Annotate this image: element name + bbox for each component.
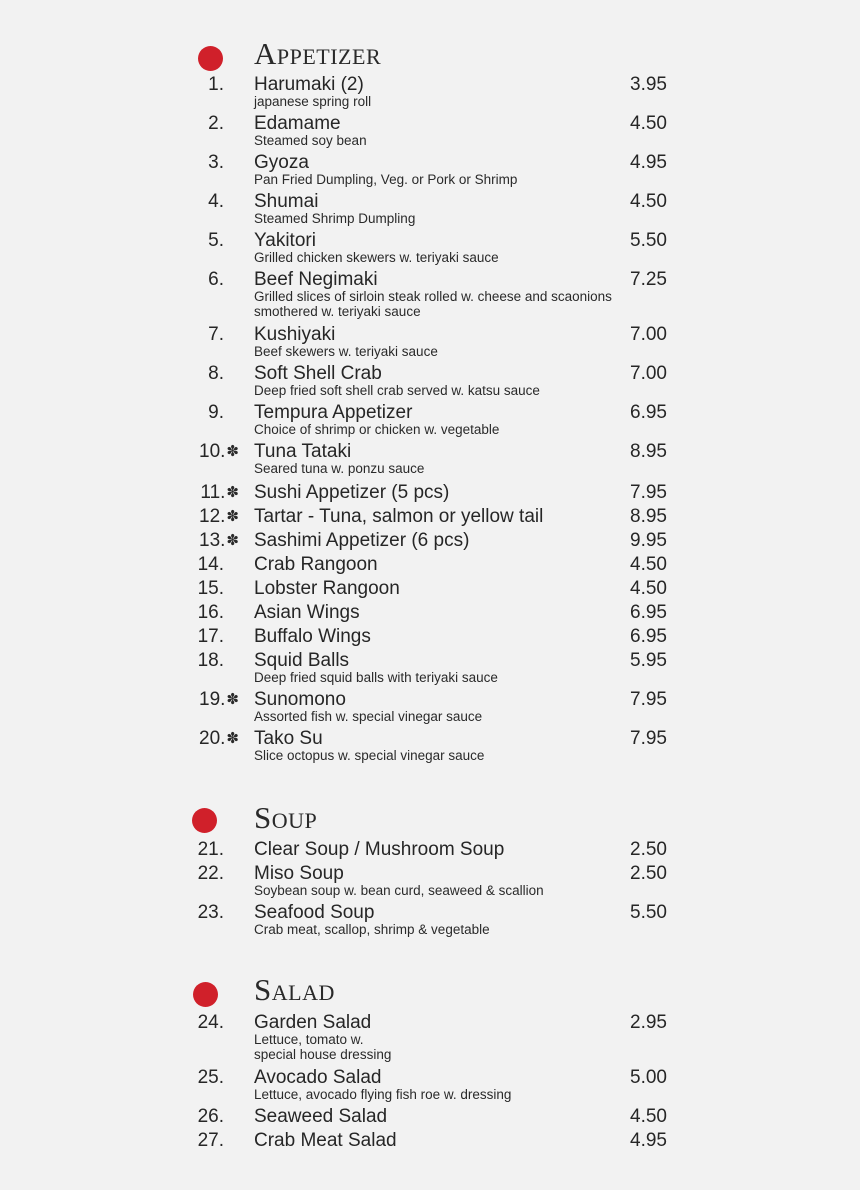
item-name: Clear Soup / Mushroom Soup — [254, 839, 505, 860]
item-description: Beef skewers w. teriyaki sauce — [254, 344, 438, 359]
item-name: Edamame — [254, 113, 341, 134]
red-dot-icon — [198, 46, 223, 71]
item-name: Squid Balls — [254, 650, 350, 671]
menu-item — [0, 553, 860, 577]
menu-item — [0, 112, 860, 148]
item-name: Tako Su — [254, 728, 323, 749]
item-description: special house dressing — [254, 1047, 392, 1062]
item-price: 6.95 — [630, 602, 667, 623]
item-price: 2.50 — [630, 863, 667, 884]
red-dot-icon — [193, 982, 218, 1007]
item-name: Beef Negimaki — [254, 269, 378, 290]
item-number-text: 10. — [199, 441, 226, 462]
red-dot-icon — [192, 808, 217, 833]
item-name: Sashimi Appetizer (6 pcs) — [254, 530, 470, 551]
menu-item — [0, 649, 860, 685]
item-name: Tempura Appetizer — [254, 402, 413, 423]
item-price: 4.50 — [630, 113, 667, 134]
item-name: Crab Rangoon — [254, 554, 378, 575]
item-number — [199, 727, 239, 751]
menu-item — [0, 151, 860, 187]
item-number-text: 24. — [197, 1012, 224, 1033]
item-number — [208, 401, 224, 425]
item-number-text: 19. — [199, 689, 226, 710]
item-name: Gyoza — [254, 152, 309, 173]
menu-item — [0, 1011, 860, 1062]
item-number — [199, 505, 239, 529]
item-number — [198, 625, 224, 649]
item-number-text: 27. — [197, 1130, 224, 1151]
item-name: Tartar - Tuna, salmon or yellow tail — [254, 506, 544, 527]
item-number-text: 17. — [197, 626, 224, 647]
item-number-text: 2. — [208, 113, 224, 134]
menu-item — [0, 577, 860, 601]
item-name: Seafood Soup — [254, 902, 375, 923]
item-number-text: 18. — [197, 650, 224, 671]
item-description: Grilled slices of sirloin steak rolled w. cheese and scaonions — [254, 289, 612, 304]
item-price: 4.95 — [630, 152, 667, 173]
item-price: 8.95 — [630, 441, 667, 462]
item-name: Lobster Rangoon — [254, 578, 400, 599]
menu-item — [0, 901, 860, 937]
item-number — [208, 229, 224, 253]
raw-fish-star-icon: ✽ — [226, 484, 239, 501]
item-number — [208, 190, 224, 214]
item-price: 7.25 — [630, 269, 667, 290]
item-price: 7.00 — [630, 324, 667, 345]
item-name: Yakitori — [254, 230, 316, 251]
item-price: 7.95 — [630, 689, 667, 710]
item-price: 6.95 — [630, 402, 667, 423]
menu-item — [0, 362, 860, 398]
section-title: Appetizer — [254, 36, 382, 71]
menu-item — [0, 862, 860, 898]
item-number-text: 11. — [200, 482, 226, 503]
item-description: Crab meat, scallop, shrimp & vegetable — [254, 922, 490, 937]
item-number-text: 12. — [199, 506, 226, 527]
menu-item — [0, 73, 860, 109]
raw-fish-star-icon: ✽ — [226, 508, 239, 525]
menu-item — [0, 190, 860, 226]
item-name: Harumaki (2) — [254, 74, 364, 95]
item-name: Sushi Appetizer (5 pcs) — [254, 482, 450, 503]
item-price: 7.00 — [630, 363, 667, 384]
item-name: Shumai — [254, 191, 319, 212]
item-number-text: 3. — [208, 152, 224, 173]
menu-item — [0, 1066, 860, 1102]
item-number — [198, 1011, 224, 1035]
item-number — [198, 862, 224, 886]
item-description: Steamed soy bean — [254, 133, 367, 148]
menu-item — [0, 688, 860, 724]
item-price: 5.95 — [630, 650, 667, 671]
item-description: Deep fried squid balls with teriyaki sauce — [254, 670, 498, 685]
item-number — [198, 553, 224, 577]
item-number — [198, 601, 224, 625]
item-number — [198, 901, 224, 925]
item-number — [198, 838, 224, 862]
section-title: Salad — [254, 972, 335, 1007]
raw-fish-star-icon: ✽ — [226, 691, 239, 708]
item-description: smothered w. teriyaki sauce — [254, 304, 421, 319]
menu-item — [0, 505, 860, 529]
item-number-text: 9. — [208, 402, 224, 423]
item-number — [208, 151, 224, 175]
item-number — [199, 529, 239, 553]
item-description: Soybean soup w. bean curd, seaweed & scallion — [254, 883, 544, 898]
menu-item — [0, 268, 860, 319]
item-number-text: 6. — [208, 269, 224, 290]
item-number-text: 16. — [197, 602, 224, 623]
item-name: Seaweed Salad — [254, 1106, 388, 1127]
item-number-text: 14. — [197, 554, 224, 575]
item-name: Asian Wings — [254, 602, 360, 623]
item-price: 7.95 — [630, 482, 667, 503]
item-name: Crab Meat Salad — [254, 1130, 397, 1151]
item-description: Assorted fish w. special vinegar sauce — [254, 709, 483, 724]
item-price: 2.95 — [630, 1012, 667, 1033]
item-price: 4.50 — [630, 554, 667, 575]
item-number-text: 21. — [197, 839, 224, 860]
menu-item — [0, 1105, 860, 1129]
item-number — [208, 73, 224, 97]
item-description: Grilled chicken skewers w. teriyaki sauce — [254, 250, 499, 265]
item-number-text: 8. — [208, 363, 224, 384]
item-number — [198, 1129, 224, 1153]
item-price: 2.50 — [630, 839, 667, 860]
item-name: Sunomono — [254, 689, 346, 710]
item-number — [200, 481, 239, 505]
menu-item — [0, 601, 860, 625]
item-number — [199, 440, 239, 464]
raw-fish-star-icon: ✽ — [226, 532, 239, 549]
menu-item — [0, 727, 860, 763]
item-number-text: 1. — [208, 74, 224, 95]
item-description: Choice of shrimp or chicken w. vegetable — [254, 422, 500, 437]
item-name: Kushiyaki — [254, 324, 336, 345]
raw-fish-star-icon: ✽ — [226, 443, 239, 460]
item-number-text: 20. — [199, 728, 226, 749]
item-number — [208, 362, 224, 386]
menu-item — [0, 1129, 860, 1153]
item-number — [198, 577, 224, 601]
item-price: 4.95 — [630, 1130, 667, 1151]
item-number — [208, 268, 224, 292]
item-number-text: 25. — [197, 1067, 224, 1088]
item-price: 4.50 — [630, 191, 667, 212]
item-description: Steamed Shrimp Dumpling — [254, 211, 416, 226]
item-description: Deep fried soft shell crab served w. katsu sauce — [254, 383, 540, 398]
item-price: 6.95 — [630, 626, 667, 647]
item-name: Soft Shell Crab — [254, 363, 382, 384]
item-price: 4.50 — [630, 1106, 667, 1127]
item-price: 5.50 — [630, 902, 667, 923]
raw-fish-star-icon: ✽ — [226, 730, 239, 747]
menu-item — [0, 440, 860, 476]
item-price: 5.00 — [630, 1067, 667, 1088]
item-number — [208, 323, 224, 347]
item-price: 8.95 — [630, 506, 667, 527]
item-number-text: 15. — [197, 578, 224, 599]
section-header — [0, 972, 860, 1016]
menu-item — [0, 529, 860, 553]
item-description: Seared tuna w. ponzu sauce — [254, 461, 425, 476]
item-number-text: 13. — [199, 530, 226, 551]
item-description: Lettuce, avocado flying fish roe w. dressing — [254, 1087, 512, 1102]
section-title: Soup — [254, 800, 318, 835]
item-number — [198, 1105, 224, 1129]
item-number — [199, 688, 239, 712]
item-name: Buffalo Wings — [254, 626, 371, 647]
item-description: japanese spring roll — [254, 94, 372, 109]
item-name: Tuna Tataki — [254, 441, 352, 462]
item-number-text: 22. — [197, 863, 224, 884]
item-description: Pan Fried Dumpling, Veg. or Pork or Shrimp — [254, 172, 518, 187]
menu-item — [0, 323, 860, 359]
item-price: 4.50 — [630, 578, 667, 599]
menu-item — [0, 838, 860, 862]
item-number — [198, 649, 224, 673]
item-price: 3.95 — [630, 74, 667, 95]
item-name: Miso Soup — [254, 863, 344, 884]
menu-item — [0, 481, 860, 505]
item-name: Garden Salad — [254, 1012, 372, 1033]
item-number-text: 4. — [208, 191, 224, 212]
item-number-text: 7. — [208, 324, 224, 345]
item-description: Slice octopus w. special vinegar sauce — [254, 748, 485, 763]
menu-item — [0, 229, 860, 265]
item-number — [208, 112, 224, 136]
item-name: Avocado Salad — [254, 1067, 382, 1088]
item-number-text: 26. — [197, 1106, 224, 1127]
menu-item — [0, 401, 860, 437]
item-price: 7.95 — [630, 728, 667, 749]
item-number-text: 5. — [208, 230, 224, 251]
item-number-text: 23. — [197, 902, 224, 923]
menu-item — [0, 625, 860, 649]
item-price: 9.95 — [630, 530, 667, 551]
item-price: 5.50 — [630, 230, 667, 251]
item-description: Lettuce, tomato w. — [254, 1032, 364, 1047]
item-number — [198, 1066, 224, 1090]
